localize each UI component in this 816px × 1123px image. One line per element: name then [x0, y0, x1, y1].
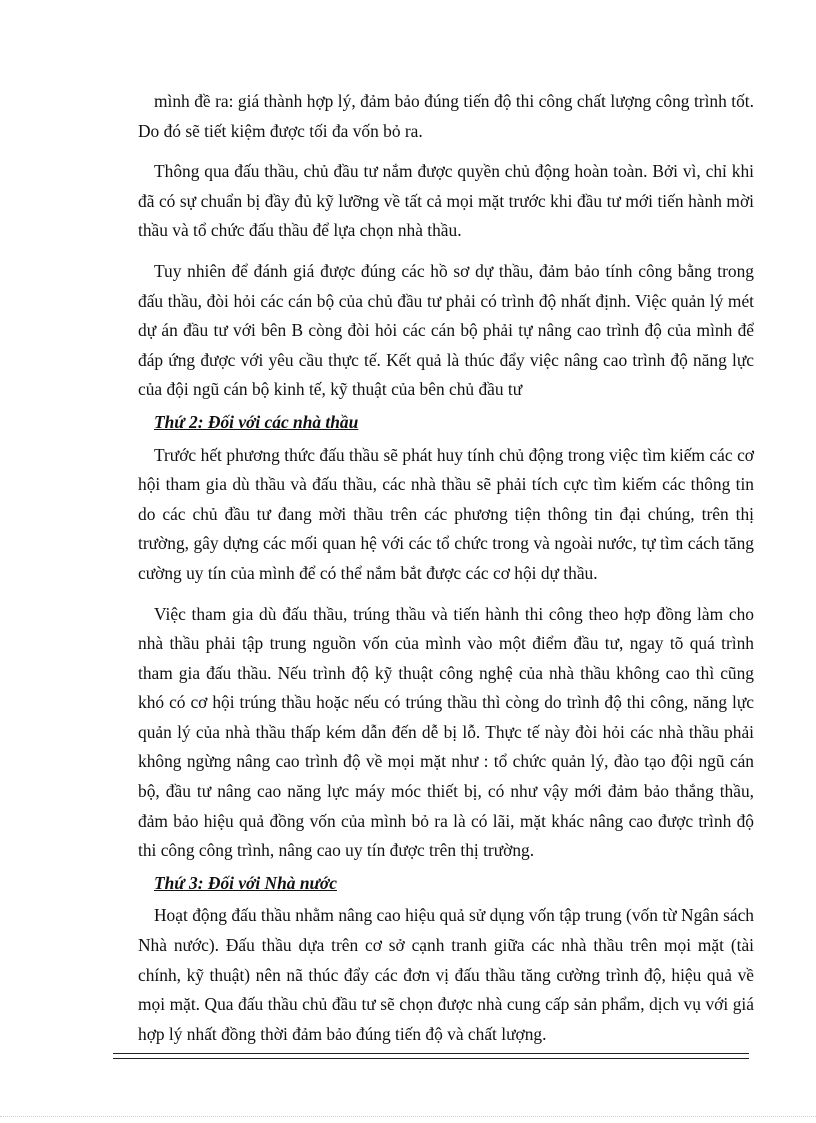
paragraph-contractor-capacity: Việc tham gia dù đấu thầu, trúng thầu và tiến hành thi công theo hợp đồng làm cho nhà thầu phải tập trung nguồn vốn của mình vào một điểm đầu tư, ngay tõ quá trình tham gia đấu thầu. Nếu trình độ kỹ thuật công nghệ của nhà thầu không cao thì cũng khó có cơ hội trúng thầu hoặc nếu có trúng thầu thì còng do trình độ thi công, năng lực quản lý của nhà thầu thấp kém dẫn đến dễ bị lỗ. Thực tế này đòi hỏi các nhà thầu phải không ngừng nâng cao trình độ về mọi mặt như : tổ chức quản lý, đào tạo đội ngũ cán bộ, đầu tư nâng cao năng lực máy móc thiết bị, có như vậy mới đảm bảo thắng thầu, đảm bảo hiệu quả đồng vốn của mình bỏ ra là có lãi, mặt khác nâng cao được trình độ thi công công trình, nâng cao uy tín được trên thị trường. [138, 603, 754, 861]
paragraph-contractor-initiative: Trước hết phương thức đấu thầu sẽ phát huy tính chủ động trong việc tìm kiếm các cơ hội tham gia dù thầu và đấu thầu, các nhà thầu sẽ phải tích cực tìm kiếm các thông tin do các chủ đầu tư đang mời thầu trên các phương tiện thông tin đại chúng, trên thị trường, gây dựng các mối quan hệ với các tổ chức trong và ngoài nước, tự tìm cách tăng cường uy tín của mình để có thể nắm bắt được các cơ hội dự thầu. [138, 444, 754, 583]
document-body [138, 87, 754, 1060]
section-heading-state: Thứ 3: Đối với Nhà nước [154, 872, 337, 893]
paragraph-owner-initiative: Thông qua đấu thầu, chủ đầu tư nắm được quyền chủ động hoàn toàn. Bởi vì, chỉ khi đã có sự chuẩn bị đầy đủ kỹ lưỡng về tất cả mọi mặt trước khi đầu tư mới tiến hành mời thầu và tổ chức đấu thầu để lựa chọn nhà thầu. [138, 161, 754, 241]
section-heading-contractors: Thứ 2: Đối với các nhà thầu [154, 411, 359, 432]
footer-double-rule [113, 1053, 749, 1059]
page-bottom-edge [0, 1116, 816, 1117]
paragraph-continuation: mình đề ra: giá thành hợp lý, đảm bảo đúng tiến độ thi công chất lượng công trình tốt. Do đó sẽ tiết kiệm được tối đa vốn bỏ ra. [138, 91, 754, 141]
paragraph-owner-capacity: Tuy nhiên để đánh giá được đúng các hồ sơ dự thầu, đảm bảo tính công bằng trong đấu thầu, đòi hỏi các cán bộ của chủ đầu tư phải có trình độ nhất định. Việc quản lý mét dự án đầu tư với bên B còng đòi hỏi các cán bộ phải tự nâng cao trình độ của mình để đáp ứng được với yêu cầu thực tế. Kết quả là thúc đẩy việc nâng cao trình độ năng lực của đội ngũ cán bộ kinh tế, kỹ thuật của bên chủ đầu tư [138, 260, 754, 400]
paragraph-state-efficiency: Hoạt động đấu thầu nhằm nâng cao hiệu quả sử dụng vốn tập trung (vốn từ Ngân sách Nhà nước). Đấu thầu dựa trên cơ sở cạnh tranh giữa các nhà thầu trên mọi mặt (tài chính, kỹ thuật) nên nã thúc đẩy các đơn vị đấu thầu tăng cường trình độ, hiệu quả về mọi mặt. Qua đấu thầu chủ đầu tư sẽ chọn được nhà cung cấp sản phẩm, dịch vụ với giá hợp lý nhất đồng thời đảm bảo đúng tiến độ và chất lượng. [138, 905, 754, 1044]
